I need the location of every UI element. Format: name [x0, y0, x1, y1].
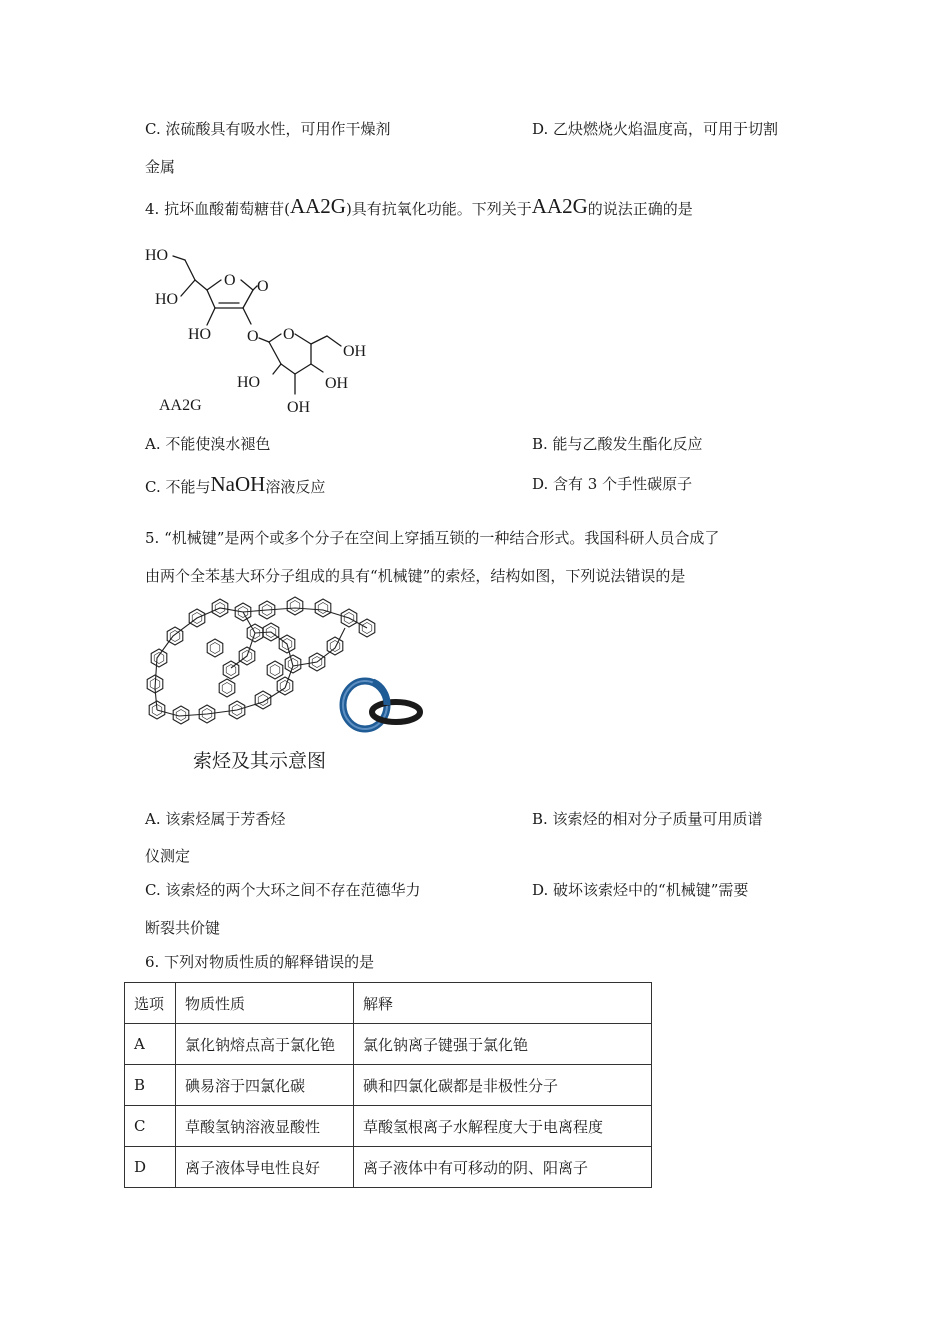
- q4-stem-part-c: 的说法正确的是: [587, 200, 693, 218]
- catenane-figure-caption: 索烃及其示意图: [193, 750, 327, 772]
- table-cell: 碘易溶于四氯化碳: [176, 1065, 354, 1106]
- table-row: [125, 1106, 652, 1147]
- q5-option-d-continued: 断裂共价键: [145, 919, 221, 937]
- interlocked-rings-icon: [343, 681, 420, 729]
- q4-option-b: B. 能与乙酸发生酯化反应: [532, 435, 703, 453]
- table-header-cell: 选项: [125, 983, 176, 1024]
- table-cell: 离子液体中有可移动的阴、阳离子: [354, 1147, 652, 1188]
- table-cell: D: [125, 1147, 176, 1188]
- table-cell: 氯化钠熔点高于氯化铯: [176, 1024, 354, 1065]
- aa2g-atom-o-ring: O: [224, 272, 236, 289]
- table-cell: 草酸氢钠溶液显酸性: [176, 1106, 354, 1147]
- q4-option-c: [145, 474, 325, 497]
- table-header-cell: 解释: [354, 983, 652, 1024]
- aa2g-atom-o-glycosidic: O: [247, 328, 259, 345]
- table-header-cell: 物质性质: [176, 983, 354, 1024]
- table-cell: 氯化钠离子键强于氯化铯: [354, 1024, 652, 1065]
- table-row: [125, 1024, 652, 1065]
- q5-stem-line2: 由两个全苯基大环分子组成的具有“机械键”的索烃，结构如图，下列说法错误的是: [145, 567, 686, 585]
- catenane-structure-diagram: [135, 588, 435, 743]
- aa2g-atom-ho-3: HO: [188, 326, 212, 343]
- table-cell: 离子液体导电性良好: [176, 1147, 354, 1188]
- table-row: [125, 1147, 652, 1188]
- table-header-row: [125, 983, 652, 1024]
- q6-table: [124, 982, 652, 1188]
- aa2g-atom-oh-2: OH: [325, 375, 349, 392]
- aa2g-atom-o-pyranose: O: [283, 326, 295, 343]
- q4-option-a: A. 不能使溴水褪色: [145, 435, 271, 453]
- aa2g-atom-oh-3: OH: [287, 399, 311, 416]
- table-cell: 草酸氢根离子水解程度大于电离程度: [354, 1106, 652, 1147]
- q4-stem-part-a: 4. 抗坏血酸葡萄糖苷(: [145, 200, 290, 218]
- table-row: [125, 1065, 652, 1106]
- aa2g-atom-oh-1: OH: [343, 343, 367, 360]
- q5-option-b-continued: 仪测定: [145, 847, 191, 865]
- q4-formula-inline-2: AA2G: [531, 194, 588, 218]
- q4-stem-part-b: )具有抗氧化功能。下列关于: [345, 200, 532, 218]
- aa2g-structure-diagram: [135, 240, 385, 420]
- q4-formula-inline: AA2G: [289, 194, 346, 218]
- q3-option-d: D. 乙炔燃烧火焰温度高，可用于切割: [532, 120, 779, 138]
- table-cell: C: [125, 1106, 176, 1147]
- q4-option-d: D. 含有 3 个手性碳原子: [532, 475, 693, 493]
- aa2g-atom-ho-2: HO: [155, 291, 179, 308]
- q5-option-d: D. 破坏该索烃中的“机械键”需要: [532, 881, 749, 899]
- q5-option-b: B. 该索烃的相对分子质量可用质谱: [532, 810, 763, 828]
- aa2g-atom-ho-4: HO: [237, 374, 261, 391]
- aa2g-atom-ho-1: HO: [145, 247, 169, 264]
- q4-option-c-formula: NaOH: [210, 472, 266, 496]
- q5-option-a: A. 该索烃属于芳香烃: [145, 810, 286, 828]
- q5-option-c: C. 该索烃的两个大环之间不存在范德华力: [145, 881, 421, 899]
- aa2g-figure-label: AA2G: [159, 397, 202, 414]
- aa2g-atom-o-carbonyl: O: [257, 278, 269, 295]
- q3-option-d-continued: 金属: [145, 158, 176, 176]
- table-cell: A: [125, 1024, 176, 1065]
- q5-stem-line1: 5. “机械键”是两个或多个分子在空间上穿插互锁的一种结合形式。我国科研人员合成了: [145, 529, 720, 547]
- table-cell: B: [125, 1065, 176, 1106]
- table-cell: 碘和四氯化碳都是非极性分子: [354, 1065, 652, 1106]
- q4-option-c-part-b: 溶液反应: [265, 478, 326, 496]
- q6-stem: 6. 下列对物质性质的解释错误的是: [145, 953, 375, 971]
- q4-stem: [145, 196, 693, 219]
- q4-option-c-part-a: C. 不能与: [145, 478, 211, 496]
- q3-option-c: C. 浓硫酸具有吸水性，可用作干燥剂: [145, 120, 391, 138]
